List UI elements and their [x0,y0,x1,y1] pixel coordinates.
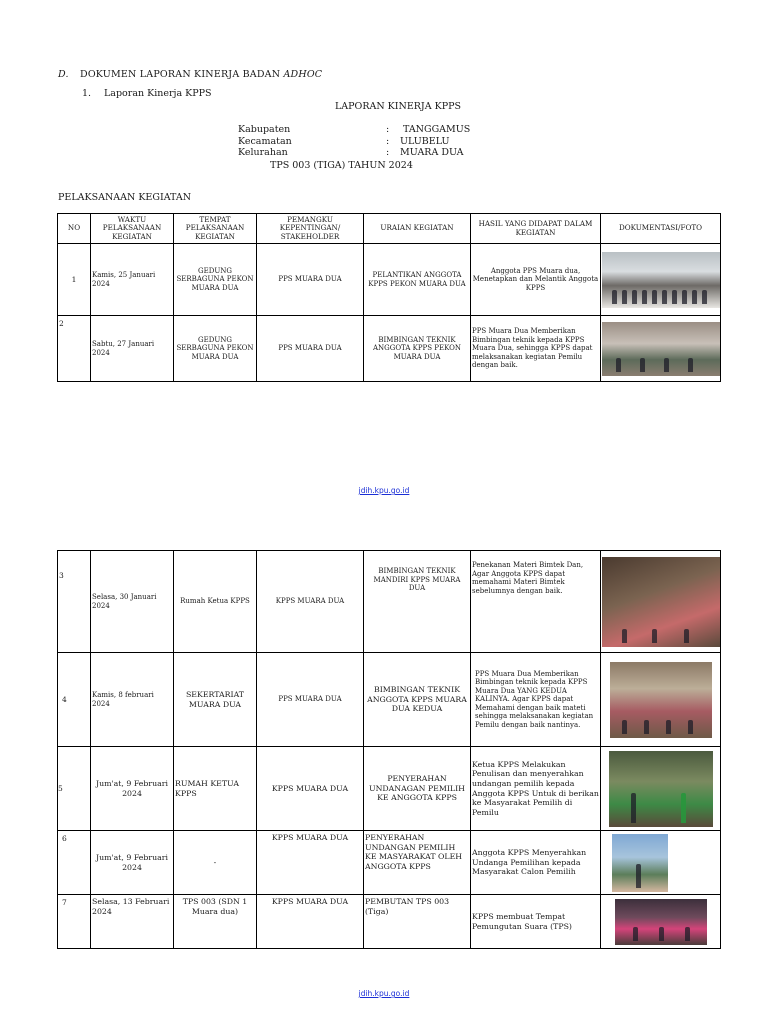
group-photo-image [602,252,720,308]
activity-table-page-2 [57,550,721,949]
table-header-row [58,214,721,244]
cell-photo [601,831,721,895]
cell-stakeholder: PPS MUARA DUA [257,653,364,747]
cell-stakeholder: KPPS MUARA DUA [257,831,364,895]
cell-result: Ketua KPPS Melakukan Penulisan dan menyerahkan undangan pemilih kepada Anggota KPPS Untuk di berikan ke Masyarakat Pemilih di Pemilu [471,747,601,831]
col-no: NO [58,214,91,244]
section-title: DOKUMEN LAPORAN KINERJA BADAN [80,69,284,80]
cell-stakeholder: KPPS MUARA DUA [257,551,364,653]
col-description: URAIAN KEGIATAN [364,214,471,244]
col-result: HASIL YANG DIDAPAT DALAM KEGIATAN [471,214,601,244]
col-stakeholder: PEMANGKU KEPENTINGAN/ STAKEHOLDER [257,214,364,244]
cell-photo [601,653,721,747]
cell-time: Sabtu, 27 Januari 2024 [91,316,174,382]
location-meta [238,124,470,159]
cell-result: PPS Muara Dua Memberikan Bimbingan teknik kepada KPPS Muara Dua, sehingga KPPS dapat melaksanakan kegiatan Pemilu dengan baik. [471,316,601,382]
cell-no: 4 [58,653,91,747]
meta-value: TANGGAMUS [403,124,471,135]
tps-setup-photo-image [615,899,707,945]
footer-link-page-1[interactable]: jdih.kpu.go.id [358,486,410,495]
meta-row-kabupaten [238,124,470,136]
cell-time: Selasa, 13 Februari 2024 [91,895,174,949]
cell-no: 1 [58,244,91,316]
cell-result: Penekanan Materi Bimtek Dan, Agar Anggota KPPS dapat memahami Materi Bimtek sebelumnya dengan baik. [471,551,601,653]
tps-title: TPS 003 (TIGA) TAHUN 2024 [270,160,413,171]
cell-time: Kamis, 25 Januari 2024 [91,244,174,316]
table-row [58,653,721,747]
cell-no: 5 [58,747,91,831]
training-photo-image [602,322,720,376]
meta-value: MUARA DUA [400,147,464,158]
meta-colon: : [386,124,390,135]
cell-stakeholder: KPPS MUARA DUA [257,747,364,831]
cell-place: TPS 003 (SDN 1 Muara dua) [174,895,257,949]
cell-result: KPPS membuat Tempat Pemungutan Suara (TPS) [471,895,601,949]
cell-no: 7 [58,895,91,949]
cell-description: PEMBUTAN TPS 003 (Tiga) [364,895,471,949]
cell-no: 2 [58,316,91,382]
cell-time: Jum'at, 9 Februari 2024 [91,747,174,831]
meta-key: Kelurahan [238,147,288,158]
cell-no: 6 [58,831,91,895]
cell-result: PPS Muara Dua Memberikan Bimbingan teknik kepada KPPS Muara Dua YANG KEDUA KALINYA. Agar KPPS dapat Memahami dengan baik mateti sehingga melaksanakan kegiatan Pemilu dengan baik nantinya. [471,653,601,747]
cell-time: Jum'at, 9 Februari 2024 [91,831,174,895]
meta-value: ULUBELU [400,135,450,147]
col-documentation: DOKUMENTASI/FOTO [601,214,721,244]
table-row [58,551,721,653]
section-heading [58,69,322,80]
second-training-photo-image [610,662,712,738]
document-title: LAPORAN KINERJA KPPS [334,101,462,112]
cell-place: SEKERTARIAT MUARA DUA [174,653,257,747]
cell-description: PENYERAHAN UNDANGAN PEMILIH KE MASYARAKAT OLEH ANGGOTA KPPS [364,831,471,895]
cell-photo [601,551,721,653]
cell-result: Anggota KPPS Menyerahkan Undanga Pemilihan kepada Masyarakat Calon Pemilih [471,831,601,895]
delivery-photo-image [612,834,668,892]
cell-photo [601,316,721,382]
subsection-title: Laporan Kinerja KPPS [104,88,212,99]
col-place: TEMPAT PELAKSANAAN KEGIATAN [174,214,257,244]
table-row [58,316,721,382]
cell-result: Anggota PPS Muara dua, Menetapkan dan Melantik Anggota KPPS [471,244,601,316]
meeting-photo-image [602,557,720,647]
cell-description: BIMBINGAN TEKNIK ANGGOTA KPPS MUARA DUA KEDUA [364,653,471,747]
handover-photo-image [609,751,713,827]
cell-place: GEDUNG SERBAGUNA PEKON MUARA DUA [174,244,257,316]
meta-colon: : [386,147,390,158]
cell-stakeholder: PPS MUARA DUA [257,316,364,382]
cell-description: PELANTIKAN ANGGOTA KPPS PEKON MUARA DUA [364,244,471,316]
cell-description: BIMBINGAN TEKNIK MANDIRI KPPS MUARA DUA [364,551,471,653]
table-row [58,831,721,895]
cell-time: Kamis, 8 februari 2024 [91,653,174,747]
meta-key: Kecamatan [238,135,292,147]
subsection-heading [82,88,212,99]
cell-photo [601,244,721,316]
cell-photo [601,747,721,831]
meta-row-kelurahan [238,147,470,159]
section-letter: D. [58,69,69,80]
cell-place: Rumah Ketua KPPS [174,551,257,653]
activity-heading: PELAKSANAAN KEGIATAN [58,192,192,203]
cell-place: - [174,831,257,895]
table-row [58,895,721,949]
meta-row-kecamatan [238,136,470,148]
cell-stakeholder: KPPS MUARA DUA [257,895,364,949]
cell-stakeholder: PPS MUARA DUA [257,244,364,316]
cell-no: 3 [58,551,91,653]
meta-colon: : [386,135,390,147]
table-row [58,244,721,316]
cell-place: RUMAH KETUA KPPS [174,747,257,831]
col-time: WAKTU PELAKSANAAN KEGIATAN [91,214,174,244]
section-title-italic: ADHOC [283,69,323,80]
cell-description: PENYERAHAN UNDANAGAN PEMILIH KE ANGGOTA KPPS [364,747,471,831]
cell-place: GEDUNG SERBAGUNA PEKON MUARA DUA [174,316,257,382]
cell-photo [601,895,721,949]
subsection-number: 1. [82,88,92,99]
footer-link-page-2[interactable]: jdih.kpu.go.id [358,989,410,998]
cell-time: Selasa, 30 Januari 2024 [91,551,174,653]
activity-table-page-1 [57,213,721,382]
meta-key: Kabupaten [238,124,291,135]
table-row [58,747,721,831]
cell-description: BIMBINGAN TEKNIK ANGGOTA KPPS PEKON MUARA DUA [364,316,471,382]
